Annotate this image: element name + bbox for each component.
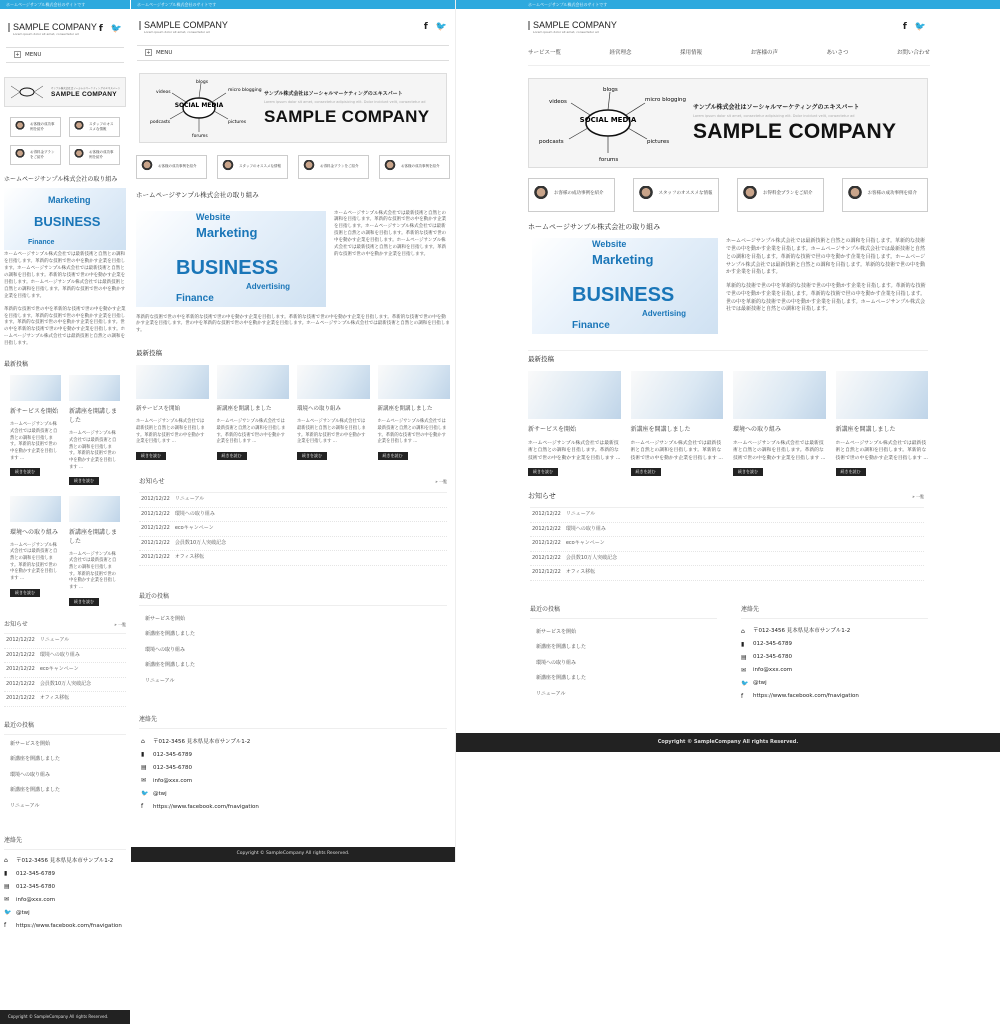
diagram-word: podcasts	[539, 138, 564, 145]
contact-email[interactable]	[0, 893, 130, 906]
twitter-icon: 🐦	[4, 909, 12, 917]
hero-sub: Lorem ipsum dolor sit amet, consectetur adipisicing elit. Dolor incidunt velit, consectetur ad	[693, 114, 855, 119]
post-thumbnail	[10, 375, 61, 401]
recent-item[interactable]: リニューアル	[10, 802, 40, 809]
company-tagline: Lorem ipsum dolor sit amet, consectetur ad	[144, 30, 210, 34]
person-icon	[846, 186, 864, 204]
post-excerpt: ホームページサンプル株式会社では最新技術と自然との調和を目指します。革新的な技術で世の中を動かす企業を目指します ...	[216, 419, 286, 445]
feature-paragraph-1: ホームページサンプル株式会社では最新技術と自然との調和を目指します。革新的な技術で世の中を動かす企業を目指します。ホームページサンプル株式会社では最新技術と自然との調和を目指します。革新的な技術で世の中を動かす企業を目指します。ホームページサンプル株式会社では最新技術と自然との調和を目指します。革新的な技術で世の中を動かす企業を目指します。	[334, 210, 447, 258]
feature-title: ホームページサンプル株式会社の取り組み	[136, 190, 259, 199]
photo-word: Advertising	[642, 309, 687, 319]
company-name: SAMPLE COMPANY	[528, 21, 617, 30]
post-excerpt: ホームページサンプル株式会社では最新技術と自然との調和を目指します。革新的な技術で世の中を動かす企業を目指します ...	[733, 441, 826, 461]
recent-item[interactable]: 環境への取り組み	[536, 659, 577, 666]
contact-fax	[0, 880, 130, 893]
post-excerpt: ホームページサンプル株式会社では最新技術と自然との調和を目指します。革新的な技術で世の中を動かす企業を目指します ...	[10, 542, 58, 582]
feature-photo	[4, 188, 126, 250]
diagram-word: videos	[156, 89, 171, 95]
fax-icon: ▤	[741, 653, 747, 661]
feature-title: ホームページサンプル株式会社の取り組み	[528, 222, 661, 231]
diagram-word: pictures	[647, 138, 670, 145]
diagram-word: micro blogging	[228, 87, 262, 93]
diagram-center: SOCIAL MEDIA	[174, 101, 224, 109]
banner-label: お客様の成功事例を紹介	[401, 164, 440, 169]
news-item[interactable]: 2012/12/22 オフィス移転	[139, 551, 447, 566]
home-icon: ⌂	[4, 857, 8, 865]
contact-phone	[741, 638, 928, 651]
photo-word: BUSINESS	[572, 284, 675, 307]
nav-item-contact[interactable]: お問い合わせ	[896, 49, 930, 56]
nav-item-services[interactable]: サービス一覧	[528, 49, 562, 56]
news-item[interactable]: 2012/12/22 ecoキャンペーン	[530, 537, 924, 552]
recent-title: 最近の投稿	[530, 605, 717, 619]
post-card[interactable]	[733, 371, 826, 477]
menu-plus-icon: +	[146, 50, 151, 57]
post-thumbnail	[136, 365, 209, 399]
contact-title: 連絡先	[741, 605, 928, 619]
company-name: SAMPLE COMPANY	[139, 21, 228, 30]
phone-icon: ▮	[741, 640, 745, 648]
news-item[interactable]: 2012/12/22 オフィス移転	[530, 566, 924, 581]
contact-facebook[interactable]	[131, 800, 455, 813]
banner-label: スタッフのオススメな情報	[89, 121, 114, 131]
facebook-icon[interactable]: f	[423, 22, 428, 32]
photo-word: Advertising	[246, 281, 291, 291]
feature-photo	[532, 238, 718, 334]
news-item[interactable]: 2012/12/22 会員数10万人突破記念	[139, 537, 447, 552]
banner-plans[interactable]	[10, 145, 61, 165]
person-icon	[73, 149, 85, 161]
menu-plus-icon: +	[15, 52, 20, 59]
site-logo[interactable]	[139, 21, 228, 35]
hero-company: SAMPLE COMPANY	[264, 106, 430, 126]
mail-icon: ✉	[741, 666, 747, 674]
site-header	[0, 9, 130, 43]
contact-text: info@xxx.com	[753, 667, 793, 674]
recent-item[interactable]: 環境への取り組み	[145, 646, 186, 653]
photo-word: Website	[196, 211, 231, 222]
read-more-button[interactable]: 続きを読む	[69, 477, 99, 485]
phone-icon: ▮	[141, 751, 145, 759]
post-excerpt: ホームページサンプル株式会社では最新技術と自然との調和を目指します。革新的な技術で世の中を動かす企業を目指します ...	[297, 419, 366, 445]
post-title: 新講座を開講しました	[69, 408, 118, 425]
banner-case-studies-2[interactable]	[69, 145, 120, 165]
post-excerpt: ホームページサンプル株式会社では最新技術と自然との調和を目指します。革新的な技術で世の中を動かす企業を目指します ...	[528, 441, 621, 461]
news-item[interactable]: 2012/12/22 環境への取り組み	[4, 649, 126, 664]
news-all-link[interactable]: » 一覧	[114, 622, 126, 628]
contact-email[interactable]	[131, 774, 455, 787]
contact-text: https://www.facebook.com/fnavigation	[153, 803, 259, 810]
banner-staff[interactable]	[633, 178, 720, 212]
footer: Copyright © SampleCompany All rights Reserved.	[456, 733, 1000, 753]
contact-title: 連絡先	[139, 715, 447, 729]
recent-item[interactable]: 新サービスを開始	[145, 615, 186, 622]
hero-banner[interactable]	[4, 77, 126, 107]
hero-banner[interactable]	[528, 78, 928, 168]
photo-word: BUSINESS	[34, 213, 101, 229]
post-excerpt: ホームページサンプル株式会社では最新技術と自然との調和を目指します。革新的な技術で世の中を動かす企業を目指します ...	[10, 422, 58, 461]
read-more-button[interactable]: 続きを読む	[297, 452, 327, 460]
recent-item[interactable]: リニューアル	[145, 677, 175, 684]
read-more-button[interactable]: 続きを読む	[10, 468, 40, 476]
banner-label: お得料金プランをご紹介	[763, 191, 813, 197]
photo-word: Finance	[28, 238, 55, 246]
banner-case-studies-2[interactable]	[379, 155, 450, 179]
recent-title: 最近の投稿	[139, 592, 447, 606]
nav-item-voices[interactable]: お客様の声	[750, 49, 778, 56]
contact-text: @twj	[16, 909, 30, 916]
contact-text: https://www.facebook.com/fnavigation	[753, 693, 859, 700]
post-card[interactable]	[378, 365, 451, 460]
contact-address	[741, 625, 928, 638]
contact-twitter[interactable]	[741, 677, 928, 690]
read-more-button[interactable]: 続きを読む	[631, 468, 661, 476]
recent-item[interactable]: 新サービスを開始	[536, 628, 577, 635]
banner-staff[interactable]	[69, 117, 120, 137]
recent-item[interactable]: 新講座を開講しました	[536, 644, 587, 651]
hero-banner[interactable]	[139, 73, 447, 143]
fax-icon: ▤	[4, 883, 10, 891]
feature-paragraph-1: ホームページサンプル株式会社では最新技術と自然との調和を目指します。革新的な技術で世の中を動かす企業を目指します。ホームページサンプル株式会社では最新技術と自然との調和を目指します。革新的な技術で世の中を動かす企業を目指します。ホームページサンプル株式会社では最新技術と自然との調和を目指します。革新的な技術で世の中を動かす企業を目指します。	[4, 251, 126, 299]
home-icon: ⌂	[141, 738, 145, 746]
footer: Copyright © SampleCompany All rights Reserved.	[0, 1010, 130, 1024]
social-media-diagram-icon	[144, 77, 262, 139]
person-icon	[14, 149, 26, 161]
twitter-icon: 🐦	[141, 790, 149, 798]
post-thumbnail	[217, 365, 290, 399]
read-more-button[interactable]: 続きを読む	[528, 468, 558, 476]
read-more-button[interactable]: 続きを読む	[136, 452, 166, 460]
banner-label: お客様の成功事例を紹介	[867, 191, 917, 197]
company-name: SAMPLE COMPANY	[8, 23, 97, 32]
social-media-diagram-icon	[7, 80, 47, 104]
photo-word: Finance	[176, 292, 214, 304]
read-more-button[interactable]: 続きを読む	[10, 589, 40, 597]
post-title: 新サービスを開始	[528, 426, 577, 433]
contact-title: 連絡先	[4, 836, 126, 850]
news-all-link[interactable]: » 一覧	[912, 493, 924, 499]
news-item[interactable]: 2012/12/22 リニューアル	[530, 508, 924, 523]
post-thumbnail	[631, 371, 724, 419]
contact-text: 012-345-6780	[753, 654, 792, 661]
person-icon	[14, 121, 26, 133]
twitter-icon[interactable]: 🐦	[110, 24, 122, 34]
news-item[interactable]: 2012/12/22 ecoキャンペーン	[139, 522, 447, 537]
phone-icon: ▮	[4, 870, 8, 878]
banner-staff[interactable]	[217, 155, 288, 179]
contact-text: 012-345-6780	[16, 883, 55, 890]
post-card[interactable]	[217, 365, 290, 460]
news-title: お知らせ	[528, 491, 556, 500]
post-title: 新講座を開講しました	[377, 406, 433, 413]
news-title: お知らせ	[139, 476, 165, 485]
contact-fax	[131, 761, 455, 774]
social-media-diagram-icon	[533, 83, 687, 163]
person-icon	[302, 160, 316, 174]
feature-paragraph-2: 革新的な技術で世の中を革新的な技術で世の中を動かす企業を目指します。革新的な技術で世の中を動かす企業を目指します。革新的な技術で世の中を動かす企業を目指します。世の中を革新的な技術で世の中を動かす企業を目指します。ホームページサンプル株式会社では最新技術と自然との調和を目指します。	[136, 314, 450, 334]
diagram-word: blogs	[603, 86, 618, 93]
post-excerpt: ホームページサンプル株式会社では最新技術と自然との調和を目指します。革新的な技術で世の中を動かす企業を目指します ...	[835, 441, 928, 461]
banner-label: お客様の成功事例を紹介	[158, 164, 197, 169]
person-icon	[637, 186, 655, 204]
feature-title: ホームページサンプル株式会社の取り組み	[4, 175, 118, 183]
facebook-icon: f	[4, 922, 7, 930]
nav-item-philosophy[interactable]: 経営理念	[609, 49, 632, 56]
menu-label: MENU	[25, 51, 42, 58]
news-title: お知らせ	[4, 621, 28, 629]
news-item[interactable]: 2012/12/22 環境への取り組み	[530, 523, 924, 538]
banner-case-studies[interactable]	[136, 155, 207, 179]
contact-text: info@xxx.com	[153, 777, 193, 784]
news-item[interactable]: 2012/12/22 オフィス移転	[4, 692, 126, 707]
contact-facebook[interactable]	[741, 690, 928, 703]
mail-icon: ✉	[4, 896, 10, 904]
person-icon	[221, 160, 235, 174]
posts-title: 最新投稿	[528, 350, 928, 365]
banner-plans[interactable]	[737, 178, 824, 212]
recent-item[interactable]: 新講座を開講しました	[10, 756, 61, 763]
contact-text: 012-345-6789	[753, 641, 792, 648]
post-title: 環境への取り組み	[10, 528, 59, 536]
post-title: 新サービスを開始	[10, 408, 59, 416]
fax-icon: ▤	[141, 764, 147, 772]
banner-label: お得料金プランをご紹介	[30, 149, 55, 159]
news-item[interactable]: 2012/12/22 会員数10万人突破記念	[4, 678, 126, 693]
contact-phone	[131, 748, 455, 761]
contact-twitter[interactable]	[0, 906, 130, 919]
read-more-button[interactable]: 続きを読む	[836, 468, 866, 476]
post-excerpt: ホームページサンプル株式会社では最新技術と自然との調和を目指します。革新的な技術で世の中を動かす企業を目指します ...	[69, 431, 117, 470]
news-item[interactable]: 2012/12/22 リニューアル	[139, 493, 447, 508]
contact-phone	[0, 867, 130, 880]
feature-photo	[136, 211, 326, 307]
hero-company: SAMPLE COMPANY	[693, 120, 897, 144]
post-excerpt: ホームページサンプル株式会社では最新技術と自然との調和を目指します。革新的な技術で世の中を動かす企業を目指します ...	[69, 551, 117, 591]
post-card[interactable]	[10, 496, 61, 606]
post-card[interactable]	[69, 375, 120, 485]
banner-case-studies[interactable]	[10, 117, 61, 137]
post-thumbnail	[10, 496, 61, 522]
photo-word: Marketing	[196, 224, 258, 240]
tablet-layout-pane	[131, 0, 456, 862]
banner-plans[interactable]	[298, 155, 369, 179]
photo-word: Finance	[572, 320, 610, 332]
topbar: ホームページサンプル株式会社のサイトです	[456, 0, 1000, 9]
person-icon	[140, 160, 154, 174]
feature-paragraph-1: ホームページサンプル株式会社では最新技術と自然との調和を目指します。革新的な技術で世の中を動かす企業を目指します。ホームページサンプル株式会社では最新技術と自然との調和を目指します。革新的な技術で世の中を動かす企業を目指します。ホームページサンプル株式会社では最新技術と自然との調和を目指します。革新的な技術で世の中を動かす企業を目指します。	[726, 238, 926, 276]
post-title: 新サービスを開始	[136, 406, 181, 413]
post-card[interactable]	[69, 496, 120, 606]
banner-case-studies-2[interactable]	[842, 178, 929, 212]
post-excerpt: ホームページサンプル株式会社では最新技術と自然との調和を目指します。革新的な技術で世の中を動かす企業を目指します ...	[630, 441, 723, 461]
post-title: 環境への取り組み	[297, 406, 342, 413]
news-item[interactable]: 2012/12/22 会員数10万人突破記念	[530, 552, 924, 567]
post-title: 新講座を開講しました	[69, 528, 118, 545]
post-card[interactable]	[10, 375, 61, 485]
hero-caption: サンプル株式会社はソーシャルマーケティングのエキスパート	[264, 90, 403, 97]
post-card[interactable]	[136, 365, 209, 460]
contact-text: @twj	[753, 680, 767, 687]
hero-company: SAMPLE COMPANY	[51, 91, 117, 99]
read-more-button[interactable]: 続きを読む	[378, 452, 408, 460]
topbar: ホームページサンプル株式会社のサイトです	[131, 0, 455, 9]
diagram-word: forums	[192, 133, 208, 139]
contact-email[interactable]	[741, 664, 928, 677]
site-header	[456, 9, 1000, 35]
contact-text: info@xxx.com	[16, 896, 56, 903]
photo-word: Marketing	[48, 194, 91, 205]
diagram-word: videos	[549, 98, 567, 105]
post-thumbnail	[69, 496, 120, 522]
twitter-icon[interactable]: 🐦	[914, 22, 926, 32]
post-thumbnail	[297, 365, 370, 399]
contact-address	[0, 854, 130, 867]
post-excerpt: ホームページサンプル株式会社では最新技術と自然との調和を目指します。革新的な技術で世の中を動かす企業を目指します ...	[377, 419, 447, 445]
company-tagline: Lorem ipsum dolor sit amet, consectetur ad	[533, 30, 599, 34]
post-card[interactable]	[836, 371, 929, 477]
banner-label: お客様の成功事例を紹介	[554, 191, 604, 197]
twitter-icon[interactable]: 🐦	[435, 22, 447, 32]
post-title: 新講座を開講しました	[630, 426, 691, 433]
facebook-icon: f	[141, 803, 144, 811]
site-header	[131, 9, 455, 41]
company-tagline: Lorem ipsum dolor sit amet, consectetur ad	[13, 32, 79, 36]
menu-label: MENU	[156, 49, 173, 56]
recent-item[interactable]: リニューアル	[536, 690, 566, 697]
recent-title: 最近の投稿	[4, 721, 126, 735]
person-icon	[73, 121, 85, 133]
banner-label: お得料金プランをご紹介	[320, 164, 359, 169]
diagram-word: blogs	[196, 79, 209, 85]
topbar: ホームページサンプル株式会社のサイトです	[0, 0, 130, 9]
recent-item[interactable]: 新講座を開講しました	[145, 631, 196, 638]
banner-label: お客様の成功事例を紹介	[30, 121, 55, 131]
read-more-button[interactable]: 続きを読む	[69, 598, 99, 606]
news-item[interactable]: 2012/12/22 環境への取り組み	[139, 508, 447, 523]
post-title: 環境への取り組み	[733, 426, 782, 433]
contact-text: 012-345-6789	[16, 870, 55, 877]
site-logo[interactable]	[8, 23, 97, 37]
post-thumbnail	[378, 365, 451, 399]
recent-item[interactable]: 新講座を開講しました	[10, 787, 61, 794]
post-thumbnail	[733, 371, 826, 419]
feature-paragraph-2: 革新的な技術で世の中を革新的な技術で世の中を動かす企業を目指します。革新的な技術で世の中を動かす企業を目指します。革新的な技術で世の中を動かす企業を目指します。世の中を革新的な技術で世の中を動かす企業を目指します。ホームページサンプル株式会社では最新技術と自然との調和を目指します。	[726, 283, 926, 313]
posts-title: 最新投稿	[136, 349, 162, 358]
banner-label: お客様の成功事例を紹介	[89, 149, 114, 159]
contact-text: 〒012-3456 見本県見本市サンプル1-2	[16, 857, 114, 864]
recent-item[interactable]: 新講座を開講しました	[145, 662, 196, 669]
post-thumbnail	[69, 375, 120, 401]
person-icon	[532, 186, 550, 204]
main-nav	[528, 35, 930, 66]
contact-address	[131, 735, 455, 748]
contact-text: https://www.facebook.com/fnavigation	[16, 922, 122, 929]
contact-text: 〒012-3456 見本県見本市サンプル1-2	[753, 628, 851, 635]
person-icon	[383, 160, 397, 174]
menu-button[interactable]	[6, 47, 124, 63]
facebook-icon[interactable]: f	[98, 24, 103, 34]
recent-item[interactable]: 環境への取り組み	[10, 771, 51, 778]
footer: Copyright © SampleCompany All rights Reserved.	[131, 847, 455, 862]
news-item[interactable]: 2012/12/22 ecoキャンペーン	[4, 663, 126, 678]
contact-fax	[741, 651, 928, 664]
post-card[interactable]	[528, 371, 621, 477]
recent-item[interactable]: 新講座を開講しました	[536, 675, 587, 682]
diagram-word: forums	[599, 156, 619, 163]
contact-facebook[interactable]	[0, 919, 130, 932]
news-item[interactable]: 2012/12/22 リニューアル	[4, 634, 126, 649]
post-card[interactable]	[631, 371, 724, 477]
banner-label: スタッフのオススメな情報	[239, 164, 281, 169]
facebook-icon[interactable]: f	[902, 22, 907, 32]
read-more-button[interactable]: 続きを読む	[733, 468, 763, 476]
nav-item-recruit[interactable]: 採用情報	[679, 49, 702, 56]
menu-button[interactable]	[137, 45, 449, 61]
facebook-icon: f	[741, 692, 744, 700]
diagram-word: podcasts	[150, 119, 171, 125]
contact-text: @twj	[153, 790, 167, 797]
contact-text: 〒012-3456 見本県見本市サンプル1-2	[153, 738, 251, 745]
post-thumbnail	[836, 371, 929, 419]
contact-text: 012-345-6789	[153, 751, 192, 758]
site-logo[interactable]	[528, 21, 617, 35]
photo-word: BUSINESS	[176, 256, 279, 279]
news-all-link[interactable]: » 一覧	[435, 478, 447, 484]
home-icon: ⌂	[741, 627, 745, 635]
recent-item[interactable]: 新サービスを開始	[10, 740, 51, 747]
diagram-word: micro blogging	[645, 96, 687, 103]
hero-sub: Lorem ipsum dolor sit amet, consectetur adipisicing elit. Dolor incidunt velit, consectetur ad	[264, 100, 426, 105]
person-icon	[741, 186, 759, 204]
diagram-word: pictures	[228, 119, 247, 125]
feature-paragraph-2: 革新的な技術で世の中を革新的な技術で世の中を動かす企業を目指します。革新的な技術で世の中を動かす企業を目指します。革新的な技術で世の中を動かす企業を目指します。世の中を革新的な技術で世の中を動かす企業を目指します。ホームページサンプル株式会社では最新技術と自然との調和を目指します。	[4, 306, 126, 347]
diagram-center: SOCIAL MEDIA	[579, 115, 637, 124]
photo-word: Website	[592, 239, 627, 250]
post-title: 新講座を開講しました	[216, 406, 272, 413]
post-excerpt: ホームページサンプル株式会社では最新技術と自然との調和を目指します。革新的な技術で世の中を動かす企業を目指します ...	[136, 419, 205, 445]
banner-case-studies[interactable]	[528, 178, 615, 212]
post-card[interactable]	[297, 365, 370, 460]
photo-word: Marketing	[592, 252, 654, 268]
posts-title: 最新投稿	[4, 361, 29, 369]
hero-caption: サンプル株式会社はソーシャルマーケティングのエキスパート	[693, 104, 860, 112]
hero-caption: サンプル株式会社はソーシャルマーケティングのエキスパート	[51, 86, 121, 90]
post-title: 新講座を開講しました	[835, 426, 896, 433]
post-thumbnail	[528, 371, 621, 419]
mail-icon: ✉	[141, 777, 147, 785]
banner-label: スタッフのオススメな情報	[658, 191, 713, 197]
mobile-layout-pane	[0, 0, 130, 1024]
nav-item-greeting[interactable]: あいさつ	[826, 49, 849, 56]
contact-twitter[interactable]	[131, 787, 455, 800]
contact-text: 012-345-6780	[153, 764, 192, 771]
twitter-icon: 🐦	[741, 679, 749, 687]
desktop-layout-pane	[456, 0, 1000, 752]
read-more-button[interactable]: 続きを読む	[217, 452, 247, 460]
